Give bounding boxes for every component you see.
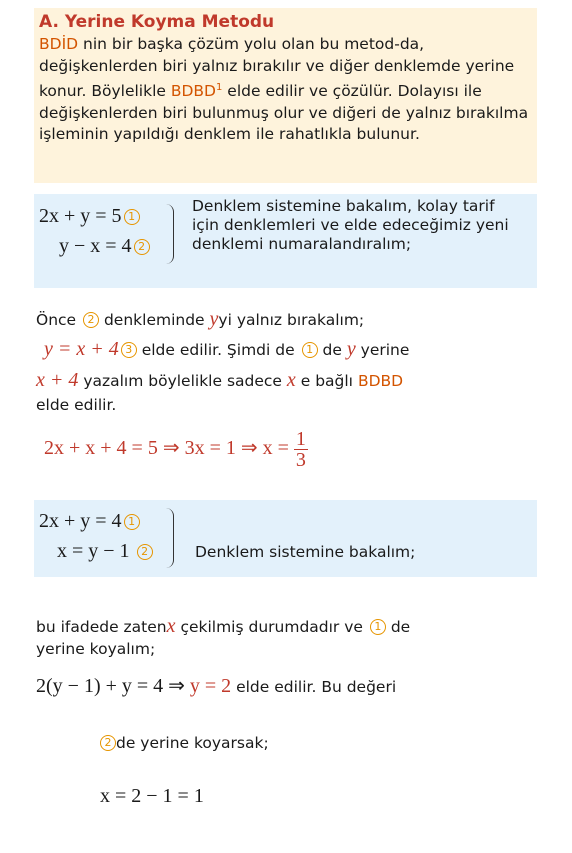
circled-number: 1: [302, 342, 318, 358]
system-1-eq2: y − x = 4 2: [39, 231, 150, 261]
section-title: A. Yerine Koyma Metodu: [39, 12, 275, 32]
brace-icon: [165, 204, 174, 264]
circled-number: 1: [124, 209, 140, 225]
acronym-bdbd: BDBD: [170, 82, 216, 101]
circled-number: 3: [121, 342, 137, 358]
circled-number: 1: [370, 619, 386, 635]
step-4-text: elde edilir.: [36, 396, 117, 414]
system-2-note: Denklem sistemine bakalım;: [195, 543, 416, 561]
equation-system-2: [34, 500, 537, 577]
acronym-bdbd: BDBD: [357, 372, 404, 390]
equation-system-1: [34, 194, 537, 288]
step-5-text: bu ifadede zatenx çekilmiş durumdadır ve 1 de yerine koyalım;: [36, 615, 411, 658]
var-x: x: [166, 615, 176, 637]
result-3-equation: x = 2 − 1 = 1: [100, 785, 204, 807]
system-1-eq1: 2x + y = 5 1: [39, 201, 150, 231]
circled-number: 1: [124, 514, 140, 530]
circled-number: 2: [100, 735, 116, 751]
system-1-note: Denklem sistemine bakalım, kolay tarif için denklemleri ve elde edeceğimiz yeni denklemi numaralandıralım;: [192, 197, 509, 253]
circled-number: 2: [137, 544, 153, 560]
method-intro-box: [34, 8, 537, 183]
step-6-text: 2 de yerine koyarsak;: [98, 734, 269, 752]
fraction-one-third: $\frac{1}{3}$: [295, 428, 306, 471]
system-2-eq2: x = y − 1 2: [39, 536, 153, 566]
system-2-equations: [39, 506, 153, 566]
brace-icon: [165, 508, 174, 568]
footnote-marker: 1: [216, 82, 223, 93]
step-3-text: x + 4 yazalım böylelikle sadece x e bağlı BDBD: [36, 369, 404, 391]
expr-x-plus-4: x + 4: [36, 369, 79, 391]
intro-text-2: elde edilir ve çözülür. Dolayısı ile değişkenlerden biri bulunmuş olur ve diğeri de yalnız bırakılma işleminin yapıldığı denklem ile rahatlıkla bulunur.: [39, 82, 529, 144]
circled-number: 2: [134, 239, 150, 255]
eq-y-equals: y = x + 4: [44, 338, 119, 360]
step-2-text: y = x + 4 3 elde edilir. Şimdi de 1 de y yerine: [44, 338, 410, 360]
result-2-lhs: 2(y − 1) + y = 4 ⇒: [36, 675, 185, 697]
acronym-bdid: BDİD: [39, 35, 79, 53]
intro-text-1: nin bir başka çözüm yolu olan bu metod-da, değişkenlerden biri yalnız bırakılır ve diğer denklemde yerine konur. Böylelikle: [39, 35, 515, 101]
result-2-rhs: y = 2: [189, 675, 232, 697]
circled-number: 2: [83, 312, 99, 328]
system-1-equations: [39, 201, 150, 261]
result-2-line: 2(y − 1) + y = 4 ⇒ y = 2 elde edilir. Bu değeri: [36, 675, 397, 697]
var-x: x: [286, 369, 296, 391]
var-y: y: [209, 308, 219, 330]
intro-paragraph: [39, 34, 532, 146]
result-1-equation: 2x + x + 4 = 5 ⇒ 3x = 1 ⇒ x = $\frac{1}{3}$: [44, 428, 306, 471]
var-y: y: [346, 338, 356, 360]
system-2-eq1: 2x + y = 4 1: [39, 506, 153, 536]
step-1-text: Önce 2 denkleminde yyi yalnız bırakalım;: [36, 308, 365, 330]
